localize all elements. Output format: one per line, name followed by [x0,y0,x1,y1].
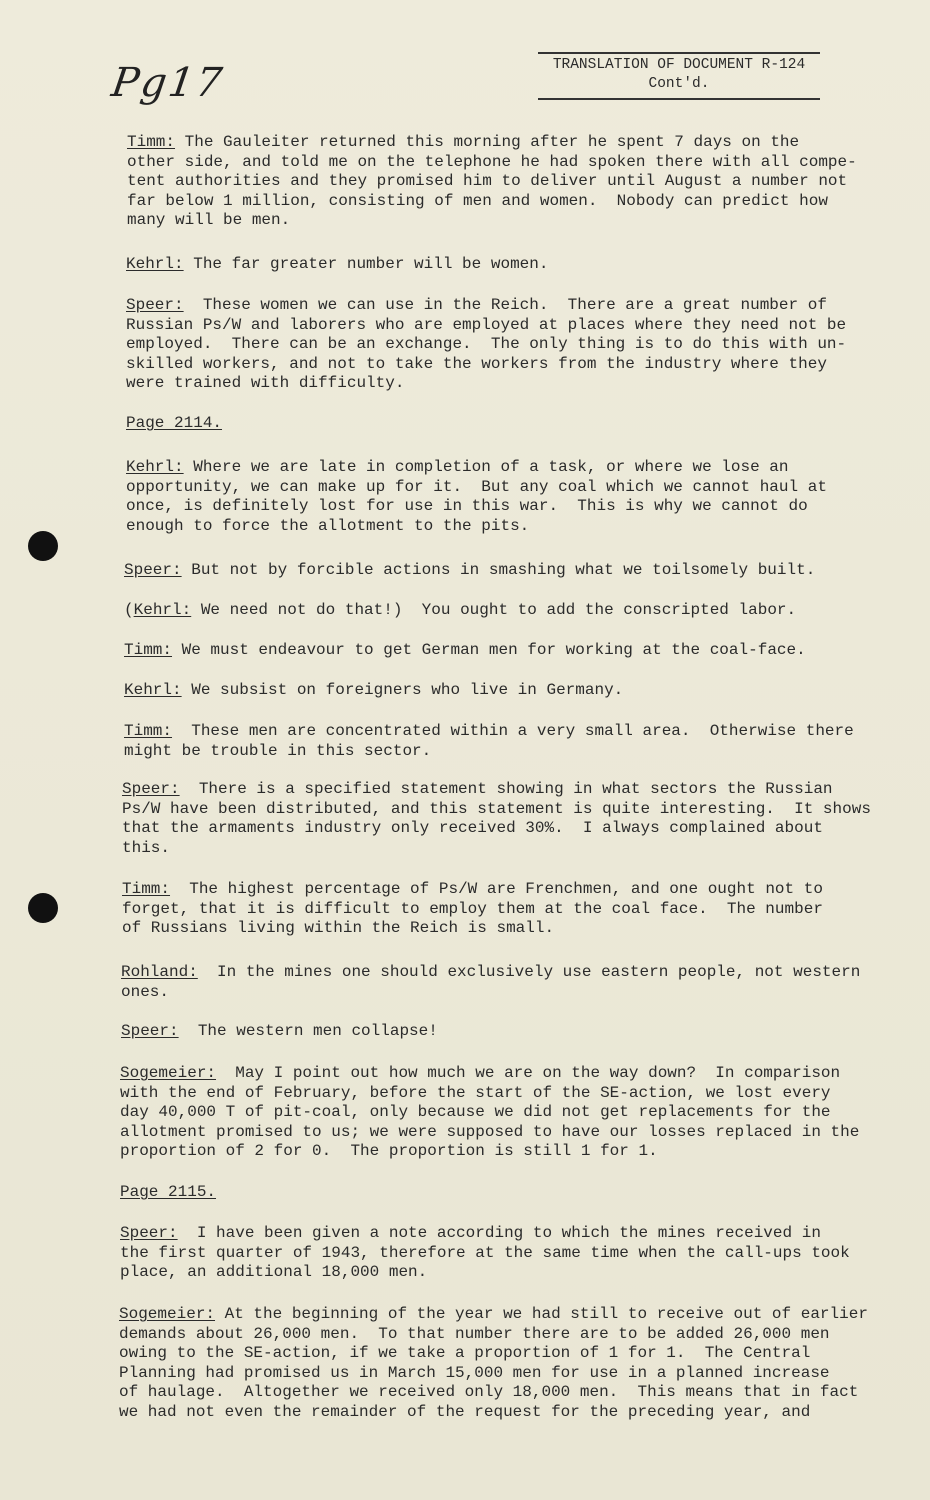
punch-hole [28,531,58,561]
paragraph [122,780,871,858]
paragraph [122,880,823,939]
speaker-name: Timm: [124,641,173,659]
paragraph-line [124,641,806,661]
paragraph-line: forget, that it is difficult to employ them at the coal face. The number [122,899,823,918]
paragraph-text: We subsist on foreigners who live in Germany. [181,681,624,699]
paragraph [124,561,815,581]
paragraph-line [122,780,871,800]
paragraph-text: Where we are late in completion of a task, or where we lose an [183,458,789,476]
paragraph-line: Russian Ps/W and laborers who are employed at places where they need not be [126,315,847,334]
paragraph-text: We need not do that!) You ought to add the conscripted labor. [191,601,797,619]
paragraph-line [120,1064,859,1084]
paren: ( [124,601,134,619]
paragraph-text: We must endeavour to get German men for working at the coal-face. [172,641,806,659]
paragraph-line [122,880,823,900]
paragraph-line: place, an additional 18,000 men. [120,1263,428,1282]
paragraph-line: skilled workers, and not to take the workers from the industry where they [126,354,827,373]
paragraph [120,1064,859,1162]
paragraph [124,722,854,761]
handwritten-page-note: Pg17 [108,60,227,106]
paragraph-line: many will be men. [127,211,291,230]
paragraph-line [124,681,623,701]
paragraph [124,641,806,661]
paragraph-text: The Gauleiter returned this morning after he spent 7 days on the [175,133,800,151]
paragraph-line [124,601,796,621]
paragraph-text: The highest percentage of Ps/W are Frenchmen, and one ought not to [170,880,823,898]
paragraph [121,1022,438,1042]
paragraph [119,1305,868,1423]
paragraph-line: enough to force the allotment to the pits. [126,516,530,535]
paragraph-line: opportunity, we can make up for it. But any coal which we cannot haul at [126,477,827,496]
paragraph-line: once, is definitely lost for use in this war. This is why we cannot do [126,497,808,516]
paragraph [120,1224,850,1283]
speaker-name: Speer: [126,296,184,314]
document-header [538,52,820,100]
paragraph-line [124,561,815,581]
speaker-name: Kehrl: [124,681,182,699]
speaker-name: Kehrl: [126,458,184,476]
paragraph-line [124,722,854,742]
paragraph-line: of haulage. Altogether we received only 18,000 men. This means that in fact [119,1383,859,1402]
speaker-name: Rohland: [121,963,198,981]
paragraph-text: There is a specified statement showing in what sectors the Russian [179,780,833,798]
paragraph-line [119,1305,868,1325]
speaker-name: Kehrl: [133,601,192,619]
paragraph-line [121,963,860,983]
paragraph-line [120,1183,216,1203]
paragraph [126,458,827,536]
paragraph-line: employed. There can be an exchange. The only thing is to do this with un- [126,335,847,354]
paragraph-text: In the mines one should exclusively use eastern people, not western [197,963,861,981]
paragraph-text: May I point out how much we are on the way down? In comparison [216,1064,841,1082]
paragraph [124,681,623,701]
header-rule-bottom [538,98,820,100]
paragraph [120,1183,216,1203]
paragraph-line [126,458,827,478]
paragraph-line: were trained with difficulty. [126,374,405,393]
paragraph-line: we had not even the remainder of the request for the preceding year, and [119,1402,811,1421]
speaker-name: Timm: [122,880,171,898]
paragraph-line [126,296,846,316]
speaker-name: Sogemeier: [120,1064,217,1082]
paragraph-line: with the end of February, before the start of the SE-action, we lost every [120,1083,831,1102]
paragraph-line [121,1022,438,1042]
paragraph-line [126,255,548,275]
paragraph-text: At the beginning of the year we had still to receive out of earlier [215,1305,868,1323]
speaker-name: Timm: [127,133,176,151]
paragraph-line: far below 1 million, consisting of men and women. Nobody can predict how [127,191,828,210]
speaker-name: Speer: [120,1224,178,1242]
paragraph-line: of Russians living within the Reich is small. [122,919,555,938]
punch-hole [28,893,58,923]
paragraph-text: I have been given a note according to which the mines received in [177,1224,821,1242]
speaker-name: Kehrl: [126,255,184,273]
paragraph [127,133,857,231]
paragraph-line: ones. [121,982,170,1001]
paragraph [126,414,222,434]
speaker-name: Sogemeier: [119,1305,216,1323]
paragraph-line [120,1224,850,1244]
page-reference: Page 2115. [120,1183,217,1201]
paragraph [124,601,796,621]
paragraph [126,255,548,275]
paragraph-line: demands about 26,000 men. To that number there are to be added 26,000 men [119,1324,830,1343]
paragraph-line: that the armaments industry only received 30%. I always complained about [122,819,823,838]
header-rule-top [538,52,820,54]
header-subtitle: Cont'd. [648,76,710,92]
paragraph-text: These women we can use in the Reich. There are a great number of [183,296,827,314]
paragraph-text: The far greater number will be women. [183,255,549,273]
paragraph-line: other side, and told me on the telephone he had spoken there with all compe- [127,152,857,171]
paragraph-line: this. [122,838,171,857]
speaker-name: Timm: [124,722,173,740]
paragraph-line: proportion of 2 for 0. The proportion is still 1 for 1. [120,1142,658,1161]
paragraph-line: might be trouble in this sector. [124,741,432,760]
paragraph [121,963,860,1002]
speaker-name: Speer: [124,561,182,579]
speaker-name: Speer: [122,780,180,798]
paragraph-line: Planning had promised us in March 15,000 men for use in a planned increase [119,1363,830,1382]
paragraph-text: The western men collapse! [178,1022,438,1040]
paragraph-text: But not by forcible actions in smashing what we toilsomely built. [181,561,816,579]
paragraph-line [126,414,222,434]
paragraph-line: allotment promised to us; we were supposed to have our losses replaced in the [120,1122,860,1141]
paragraph-line: owing to the SE-action, if we take a proportion of 1 for 1. The Central [119,1344,811,1363]
paragraph [126,296,846,394]
header-title: TRANSLATION OF DOCUMENT R-124 [552,57,806,73]
paragraph-line [127,133,857,153]
paragraph-line: tent authorities and they promised him to deliver until August a number not [127,172,848,191]
paragraph-line: the first quarter of 1943, therefore at the same time when the call-ups took [120,1243,850,1262]
paragraph-line: Ps/W have been distributed, and this statement is quite interesting. It shows [122,799,871,818]
paragraph-text: These men are concentrated within a very small area. Otherwise there [172,722,854,740]
page-reference: Page 2114. [126,414,223,432]
speaker-name: Speer: [121,1022,179,1040]
paragraph-line: day 40,000 T of pit-coal, only because we did not get replacements for the [120,1103,831,1122]
